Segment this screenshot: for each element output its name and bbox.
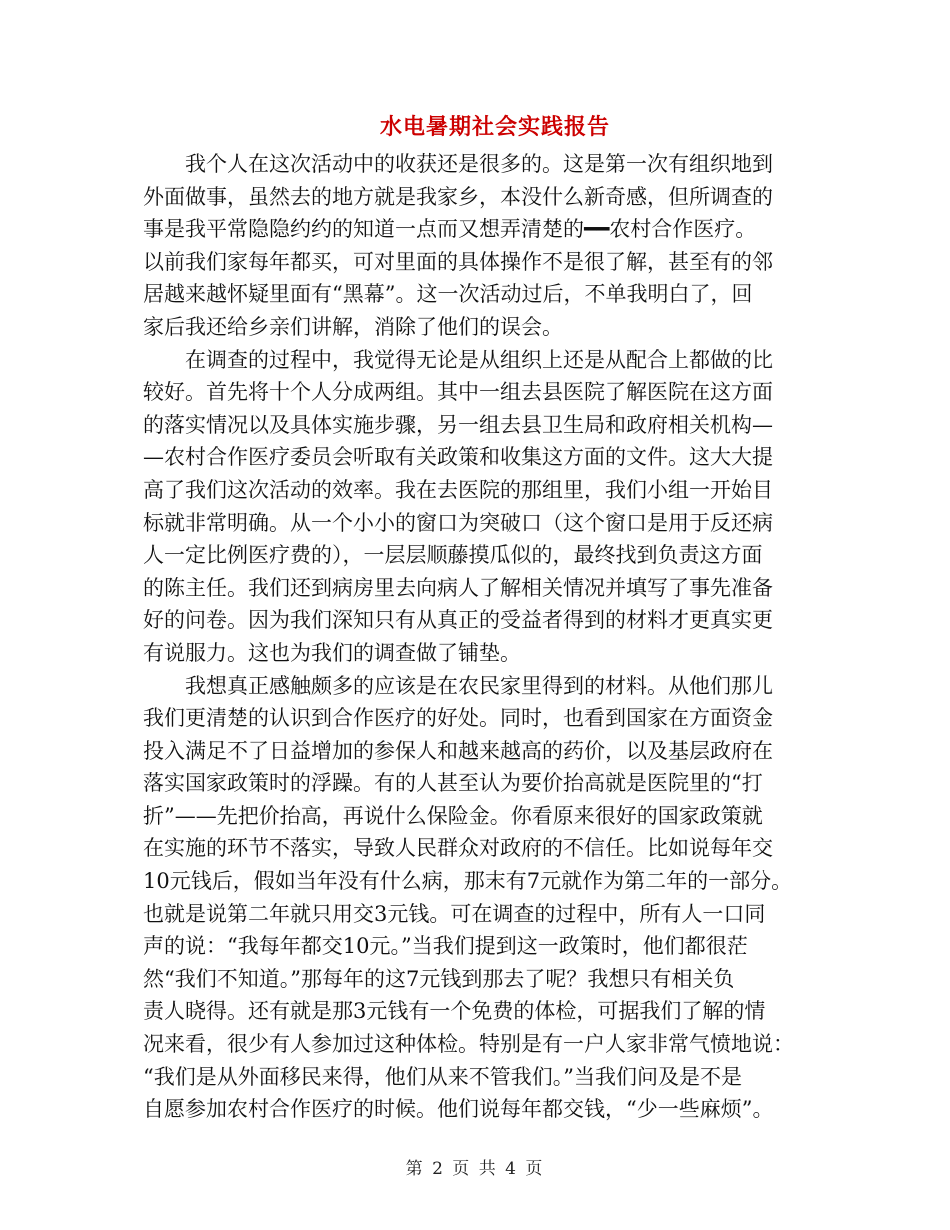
text-line: 居越来越怀疑里面有“黑幕”。这一次活动过后，不单我明白了，回: [143, 282, 753, 307]
text-line: 然“我们不知道。”那每年的这7元钱到那去了呢？我想只有相关负: [143, 966, 735, 991]
text-line: 况来看，很少有人参加过这种体检。特别是有一户人家非常气愤地说：: [143, 1032, 794, 1057]
text-line: 的陈主任。我们还到病房里去向病人了解相关情况并填写了事先准备: [143, 575, 773, 600]
report-title: 水电暑期社会实践报告: [379, 114, 610, 140]
text-line: 好的问卷。因为我们深知只有从真正的受益者得到的材料才更真实更: [143, 608, 773, 633]
text-line: 在调查的过程中，我觉得无论是从组织上还是从配合上都做的比: [185, 347, 773, 372]
text-line: 较好。首先将十个人分成两组。其中一组去县医院了解医院在这方面: [143, 380, 773, 405]
text-line: 责人晓得。还有就是那3元钱有一个免费的体检，可据我们了解的情: [143, 999, 766, 1024]
text-line: 人一定比例医疗费的），一层层顺藤摸瓜似的，最终找到负责这方面: [143, 543, 763, 568]
text-line: 标就非常明确。从一个小小的窗口为突破口（这个窗口是用于反还病: [143, 510, 773, 535]
text-line: 折”——先把价抬高，再说什么保险金。你看原来很好的国家政策就: [143, 803, 763, 828]
text-line: 投入满足不了日益增加的参保人和越来越高的药价，以及基层政府在: [143, 738, 773, 763]
text-line: 我想真正感触颇多的应该是在农民家里得到的材料。从他们那儿: [185, 673, 773, 698]
text-line: 外面做事，虽然去的地方就是我家乡，本没什么新奇感，但所调查的: [143, 184, 773, 209]
text-line: 我们更清楚的认识到合作医疗的好处。同时，也看到国家在方面资金: [143, 706, 773, 731]
text-line: 落实国家政策时的浮躁。有的人甚至认为要价抬高就是医院里的“打: [143, 771, 763, 796]
text-line: 家后我还给乡亲们讲解，消除了他们的误会。: [143, 314, 563, 339]
text-line: 有说服力。这也为我们的调查做了铺垫。: [143, 640, 521, 665]
text-line: 也就是说第二年就只用交3元钱。可在调查的过程中，所有人一口同: [143, 901, 766, 926]
page-footer: 第 2 页 共 4 页: [405, 1159, 545, 1179]
text-line: 在实施的环节不落实，导致人民群众对政府的不信任。比如说每年交: [143, 836, 773, 861]
text-line: 我个人在这次活动中的收获还是很多的。这是第一次有组织地到: [185, 152, 773, 176]
text-line: 高了我们这次活动的效率。我在去医院的那组里，我们小组一开始目: [143, 477, 773, 502]
text-line: 事是我平常隐隐约约的知道一点而又想弄清楚的━━农村合作医疗。: [143, 217, 757, 242]
text-line: 10元钱后，假如当年没有什么病，那末有7元就作为第二年的一部分。: [143, 869, 793, 894]
text-line: 声的说：“我每年都交10元。”当我们提到这一政策时，他们都很茫: [143, 934, 748, 959]
text-line: “我们是从外面移民来得，他们从来不管我们。”当我们问及是不是: [143, 1064, 742, 1089]
report-body: [143, 148, 807, 1126]
text-line: 以前我们家每年都买，可对里面的具体操作不是很了解，甚至有的邻: [143, 249, 773, 274]
text-line: —农村合作医疗委员会听取有关政策和收集这方面的文件。这大大提: [143, 445, 773, 470]
text-line: 自愿参加农村合作医疗的时候。他们说每年都交钱，“少一些麻烦”。: [143, 1097, 774, 1122]
text-line: 的落实情况以及具体实施步骤，另一组去县卫生局和政府相关机构—: [143, 412, 773, 437]
